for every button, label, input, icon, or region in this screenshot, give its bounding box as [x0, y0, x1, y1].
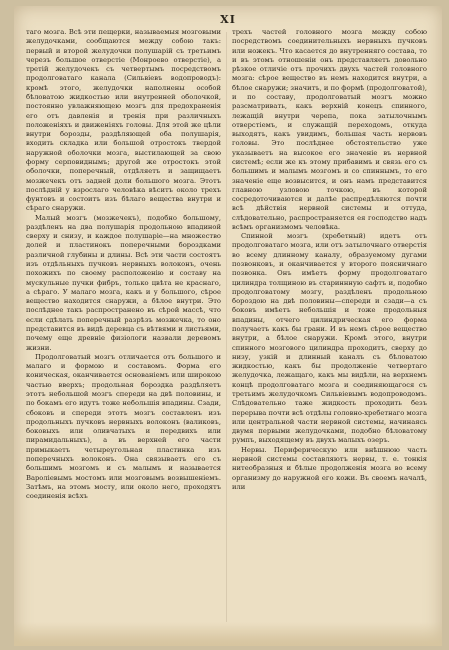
- column-divider: [226, 32, 227, 622]
- paragraph: таго мозга. Всѣ эти пещерки, называемыя мозговыми желудочками, сообщаются между собою такъ: первый и второй желудочки полушарій съ третьимъ черезъ большое отверстіе (Монроево отверстіе), а третій желудочекъ съ четвертымъ посредствомъ продолговатаго канала (Сильвіевъ водопроводъ): кромѣ этого, желудочки наполнены особой бѣловатою жидкостью или внутренней оболочкой, постоянно увлажняющею мозгъ для предохраненія его отъ давленія и тренія при различныхъ положеніяхъ и движеніяхъ головы. Для этой же цѣли внутри борозды, раздѣляющей оба полушарія, входить складка или большой отростокъ твердой наружной оболочки мозга, выстилающей за свою форму серповиднымъ; другой же отростокъ этой оболочки, поперечный, отдѣляетъ и защищаетъ мозжечекъ отъ задней доли большого мозга. Этотъ послѣдній у взрослаго человѣка вѣситъ около трехъ фунтовъ и состоитъ изъ бѣлаго вещества внутри и сѣраго снаружи.: [26, 28, 221, 213]
- paragraph: Продолговатый мозгъ отличается отъ большого и малаго и формою и составомъ. Форма его коническая, оканчивается основаніемъ или широкою частью вверхъ; продольная бороздка раздѣляетъ этотъ небольшой мозгъ спереди на двѣ половины, и по бокамъ его идутъ тоже небольшія впадины. Сзади, сбоковъ и спереди этотъ мозгъ составленъ изъ продольныхъ пучковъ нервныхъ волоконъ (валиковъ, боковыхъ или оливчатыхъ и передвихъ или пирамидальныхъ), а въ верхней его части примыкаетъ четыреугольная пластинка изъ поперечныхъ волоконъ. Она связываетъ его съ большимъ мозгомъ и съ малымъ и называется Варолiевымъ мостомъ или мозговымъ возвышеніемъ. Затѣмъ, на этомъ мосту, или около него, проходятъ соединенія всѣхъ: [26, 352, 221, 501]
- page-number: XI: [220, 13, 236, 26]
- paragraph: Спинной мозгъ (хребетный) идетъ отъ продолговатаго мозга, или отъ затылочнаго отверстія во всему длинному каналу, образуемому дугами позвонковъ, и оканчивается у второго поясничнаго позвонка. Онъ имѣетъ форму продолговатаго цилиндра толщиною въ стариннную сафтъ и, подобно продолговатому мозгу, раздѣленъ продольною бороздою на двѣ половины—спереди и сзади—а съ боковъ имѣетъ небольшія и тоже продольныя впадины, отчего цилиндрическая его форма получаетъ какъ бы грани. И въ немъ сѣрое вещество внутри, а бѣлое снаружи. Кромѣ этого, внутри спинного мозгового цилиндра проходитъ, сверху до низу, узкій и длинный каналъ съ бѣловатою жидкостью, какъ бы продолженіе четвертаго желудочка, лежащаго, какъ мы видѣли, на верхнемъ концѣ продолговатаго мозга и соединяющагося съ третьимъ желудочкомъ Сильвіевымъ водопроводомъ. Слѣдовательно таже жидкость проходить безъ перерыва почти всѣ отдѣлы головно-хребетнаго мозга или центральной части нервной системы, начинаясь двумя первыми желудочками, подобно бѣловатому румпъ, выходящему въ двухъ малыхъ озеръ.: [232, 232, 427, 445]
- paragraph: Малый мозгъ (мозжечекъ), подобно большому, раздѣленъ на два полушарія продольною впадиной сверху и снизу, и каждое полушаріе—на множество долей и пластинокъ поперечными бороздками различной глубины и длины. Всѣ эти части состоятъ изъ отдѣльныхъ пучковъ нервныхъ волоконъ, очень похожихъ по своему расположенію и составу на мускульные пучки фибръ, только цвѣта не краснаго, а сѣраго. У малаго мозга, какъ и у большого, сѣрое вещество находится снаружи, а бѣлое внутри. Это послѣднее такъ распространено въ сѣрой массѣ, что если сдѣлать поперечный разрѣзъ мозжечка, то оно представится въ видѣ деревца съ вѣтвями и листьями, почему еще древніе физіологи назвали деревомъ жизни.: [26, 213, 221, 352]
- book-page: [14, 6, 442, 646]
- right-column: [232, 28, 427, 628]
- left-column: [26, 28, 221, 628]
- paragraph: Нервы. Периферическую или внѣшнюю часть нервной системы составляютъ нервы, т. е. тонкія нитеобразныя и бѣлые продолженія мозга во всему организму до наружной его кожи. Въ своемъ началѣ, или: [232, 445, 427, 491]
- paragraph: трехъ частей головного мозга между собою посредствомъ соединительныхъ нервныхъ пучковъ или ножекъ. Что касается до внутренняго состава, то и въ этомъ отношеніи онъ представляетъ довольно рѣзкое отличіе отъ прочихъ двухъ частей головного мозга: сѣрое вещество въ немъ находится внутри, а бѣлое снаружи; значитъ, и по формѣ (продолговатой), и по составу, продолговатый мозгъ можно разсматривать, какъ верхній конецъ спинного, лежащій внутри черепа, пока затылочнымъ отверстіемъ, и служащій переходомъ, откуда выходятъ, какъ увидимъ, большая часть нервовъ головы. Это послѣднее обстоятельство уже указываетъ на высокое его значеніе въ нервной системѣ; если же къ этому прибавимъ и связь его съ большимъ и малымъ мозгомъ и со спиннымъ, то его значеніе еще возвысится, и онъ намъ представится главною узловою точкою, въ которой сосредоточиваются и далѣе распредѣляются почти всѣ дѣйствія нервной системы и оттуда, слѣдовательно, распространяется ея господство надъ всѣмъ организмомъ человѣка.: [232, 28, 427, 231]
